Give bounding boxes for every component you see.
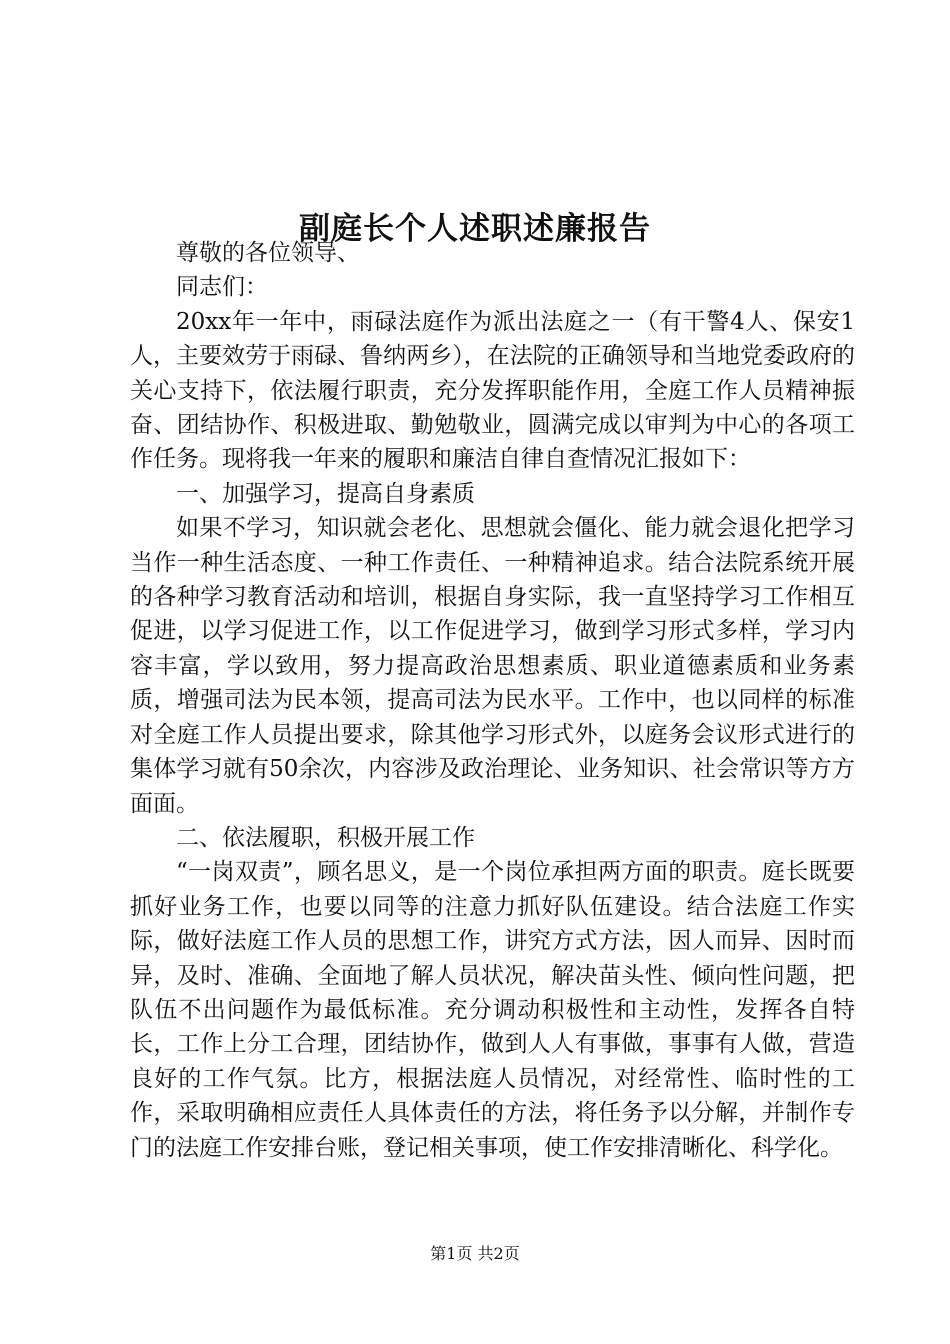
document-body	[130, 236, 855, 1165]
document-title: 副庭长个人述职述廉报告	[299, 210, 651, 247]
section-heading-1: 一、加强学习，提高自身素质	[176, 480, 475, 507]
section-1-paragraph: 如果不学习，知识就会老化、思想就会僵化、能力就会退化把学习当作一种生活态度、一种工作责任、一种精神追求。结合法院系统开展的各种学习教育活动和培训，根据自身实际，我一直坚持学习工作相互促进，以学习促进工作，以工作促进学习，做到学习形式多样，学习内容丰富，学以致用，努力提高政治思想素质、职业道德素质和业务素质，增强司法为民本领，提高司法为民水平。工作中，也以同样的标准对全庭工作人员提出要求，除其他学习形式外，以庭务会议形式进行的集体学习就有50余次，内容涉及政治理论、业务知识、社会常识等方方面面。	[130, 515, 855, 817]
section-heading-2: 二、依法履职，积极开展工作	[176, 824, 475, 851]
salutation-line-2: 同志们：	[176, 274, 268, 301]
section-2-paragraph: “一岗双责”，顾名思义，是一个岗位承担两方面的职责。庭长既要抓好业务工作，也要以同等的注意力抓好队伍建设。结合法庭工作实际，做好法庭工作人员的思想工作，讲究方式方法，因人而异、因时而异，及时、准确、全面地了解人员状况，解决苗头性、倾向性问题，把队伍不出问题作为最低标准。充分调动积极性和主动性，发挥各自特长，工作上分工合理，团结协作，做到人人有事做，事事有人做，营造良好的工作气氛。比方，根据法庭人员情况，对经常性、临时性的工作，采取明确相应责任人具体责任的方法，将任务予以分解，并制作专门的法庭工作安排台账，登记相关事项，使工作安排清晰化、科学化。	[130, 859, 855, 1161]
salutation-line-1: 尊敬的各位领导、	[176, 240, 360, 266]
page-footer: 第1页 共2页	[430, 1244, 520, 1263]
intro-paragraph: 20xx年一年中，雨碌法庭作为派出法庭之一（有干警4人、保安1人，主要效劳于雨碌、鲁纳两乡），在法院的正确领导和当地党委政府的关心支持下，依法履行职责，充分发挥职能作用，全庭工作人员精神振奋、团结协作、积极进取、勤勉敬业，圆满完成以审判为中心的各项工作任务。现将我一年来的履职和廉洁自律自查情况汇报如下：	[130, 308, 855, 473]
